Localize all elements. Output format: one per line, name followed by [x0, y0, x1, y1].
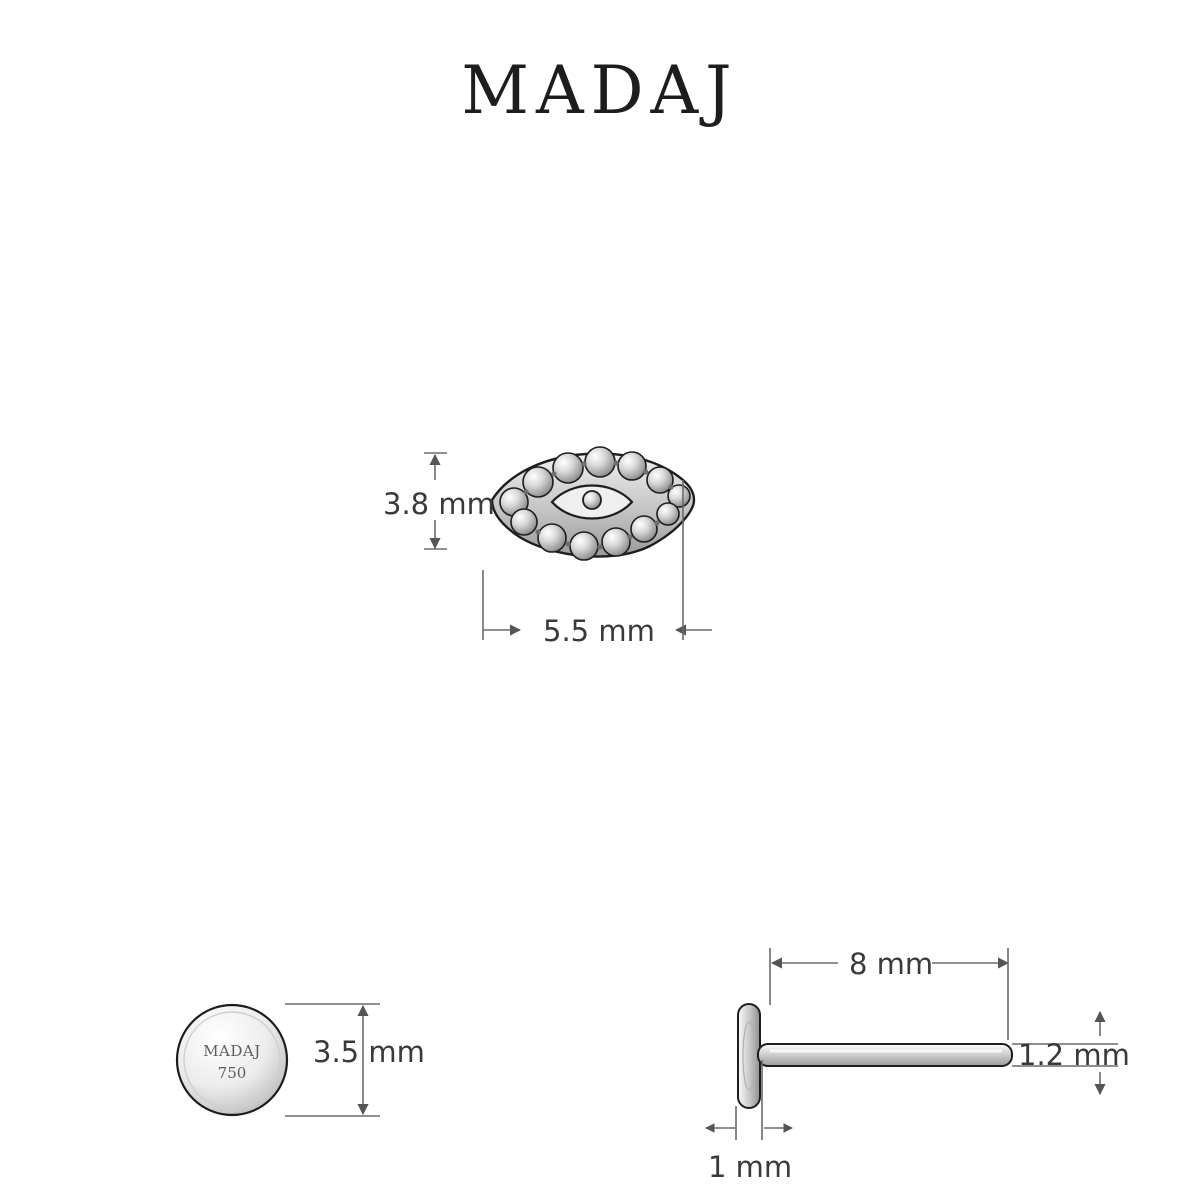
- charm-height-label: 3.8 mm: [383, 487, 495, 521]
- charm-pupil-stone: [583, 491, 601, 509]
- post-length-label: 8 mm: [849, 947, 934, 981]
- disc-diameter-label: 3.5 mm: [313, 1035, 425, 1069]
- post-flat-back-pad: [738, 1004, 760, 1108]
- flatback-post-figure: [726, 990, 1026, 1120]
- disc-stamp-brand: MADAJ: [203, 1042, 261, 1060]
- charm-width-label: 5.5 mm: [543, 614, 655, 648]
- stamped-disc-figure: [172, 1000, 292, 1120]
- evil-eye-charm-figure: [480, 430, 710, 570]
- post-shaft: [758, 1044, 1012, 1066]
- disc-stamp-purity: 750: [217, 1064, 247, 1082]
- page-title: MADAJ: [461, 52, 739, 129]
- disc-body: [177, 1005, 287, 1115]
- post-thickness-label: 1 mm: [708, 1150, 793, 1184]
- post-gauge-label: 1.2 mm: [1018, 1038, 1130, 1072]
